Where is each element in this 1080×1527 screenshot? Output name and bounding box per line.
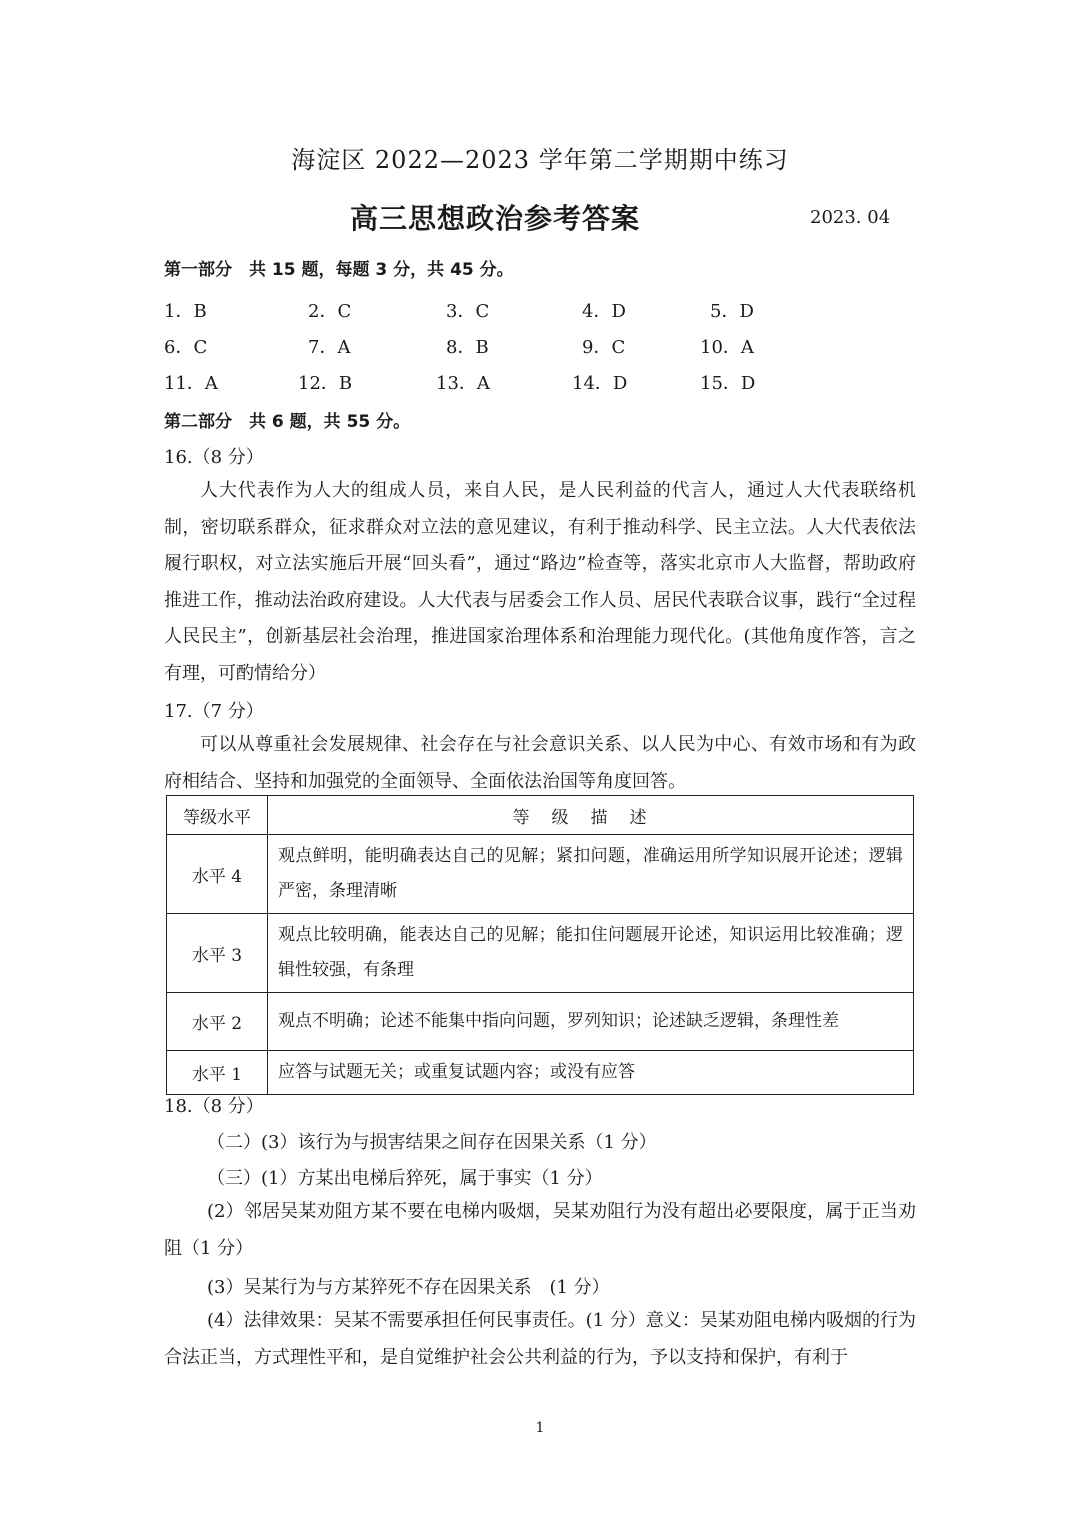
description-cell: 观点不明确；论述不能集中指向问题，罗列知识；论述缺乏逻辑，条理性差: [268, 993, 914, 1051]
answer-key-title: 高三思想政治参考答案: [350, 202, 641, 235]
table-row: [167, 1051, 914, 1095]
level-cell: 水平 2: [167, 993, 268, 1051]
description-cell: 应答与试题无关；或重复试题内容；或没有应答: [268, 1051, 914, 1095]
answer-item: 11．A: [164, 373, 218, 394]
answer-item: 9．C: [582, 337, 626, 358]
grading-rubric-table: [166, 795, 914, 1095]
part2-heading: 第二部分 共 6 题，共 55 分。: [164, 412, 411, 432]
answer-item: 5．D: [710, 301, 754, 322]
answer-item: 1．B: [164, 301, 207, 322]
multiple-choice-answers: [164, 297, 924, 405]
answer-item: 13．A: [436, 373, 490, 394]
page-number: 1: [535, 1420, 545, 1436]
exam-title: 海淀区 2022—2023 学年第二学期期中练习: [291, 146, 789, 174]
answer-item: 3．C: [446, 301, 490, 322]
q18-answer-block: (2）邻居吴某劝阻方某不要在电梯内吸烟，吴某劝阻行为没有超出必要限度，属于正当劝阻（1 分）: [164, 1201, 916, 1259]
level-cell: 水平 4: [167, 835, 268, 914]
level-cell: 水平 3: [167, 914, 268, 993]
q17-answer: 可以从尊重社会发展规律、社会存在与社会意识关系、以人民为中心、有效市场和有为政府相结合、坚持和加强党的全面领导、全面依法治国等角度回答。: [164, 734, 916, 792]
answer-item: 14．D: [572, 373, 628, 394]
answer-row: [164, 333, 924, 369]
table-row: [167, 914, 914, 993]
description-cell: 观点比较明确，能表达自己的见解；能扣住问题展开论述，知识运用比较准确；逻辑性较强，有条理: [268, 914, 914, 993]
answer-item: 8．B: [446, 337, 489, 358]
answer-item: 7．A: [308, 337, 351, 358]
q18-answer-line: （二）(3）该行为与损害结果之间存在因果关系（1 分）: [207, 1132, 657, 1153]
q18-answer-block: (4）法律效果：吴某不需要承担任何民事责任。(1 分）意义：吴某劝阻电梯内吸烟的行为合法正当，方式理性平和，是自觉维护社会公共利益的行为，予以支持和保护，有利于: [164, 1310, 916, 1368]
date: 2023. 04: [810, 207, 891, 228]
answer-row: [164, 369, 924, 405]
answer-item: 6．C: [164, 337, 208, 358]
table-header-row: [167, 796, 914, 835]
column-header-level: 等级水平: [167, 796, 268, 835]
answer-item: 15．D: [700, 373, 756, 394]
answer-item: 4．D: [582, 301, 626, 322]
column-header-description: 等级描述: [268, 796, 914, 835]
q18-answer-line: （三）(1）方某出电梯后猝死，属于事实（1 分）: [207, 1168, 603, 1189]
q17-label: 17.（7 分）: [164, 701, 264, 722]
q18-answer-line: (3）吴某行为与方某猝死不存在因果关系 (1 分）: [207, 1277, 610, 1298]
table-row: [167, 993, 914, 1051]
answer-item: 2．C: [308, 301, 352, 322]
q16-label: 16.（8 分）: [164, 447, 264, 468]
description-cell: 观点鲜明，能明确表达自己的见解；紧扣问题，准确运用所学知识展开论述；逻辑严密，条理清晰: [268, 835, 914, 914]
q18-label: 18.（8 分）: [164, 1096, 264, 1117]
answer-item: 10．A: [700, 337, 754, 358]
level-cell: 水平 1: [167, 1051, 268, 1095]
q16-answer: 人大代表作为人大的组成人员，来自人民，是人民利益的代言人，通过人大代表联络机制，密切联系群众，征求群众对立法的意见建议，有利于推动科学、民主立法。人大代表依法履行职权，对立法实施后开展“回头看”，通过“路边”检查等，落实北京市人大监督，帮助政府推进工作，推动法治政府建设。人大代表与居委会工作人员、居民代表联合议事，践行“全过程人民民主”，创新基层社会治理，推进国家治理体系和治理能力现代化。(其他角度作答，言之有理，可酌情给分）: [164, 480, 916, 684]
part1-heading: 第一部分 共 15 题，每题 3 分，共 45 分。: [164, 260, 514, 280]
answer-item: 12．B: [298, 373, 353, 394]
answer-row: [164, 297, 924, 333]
table-row: [167, 835, 914, 914]
